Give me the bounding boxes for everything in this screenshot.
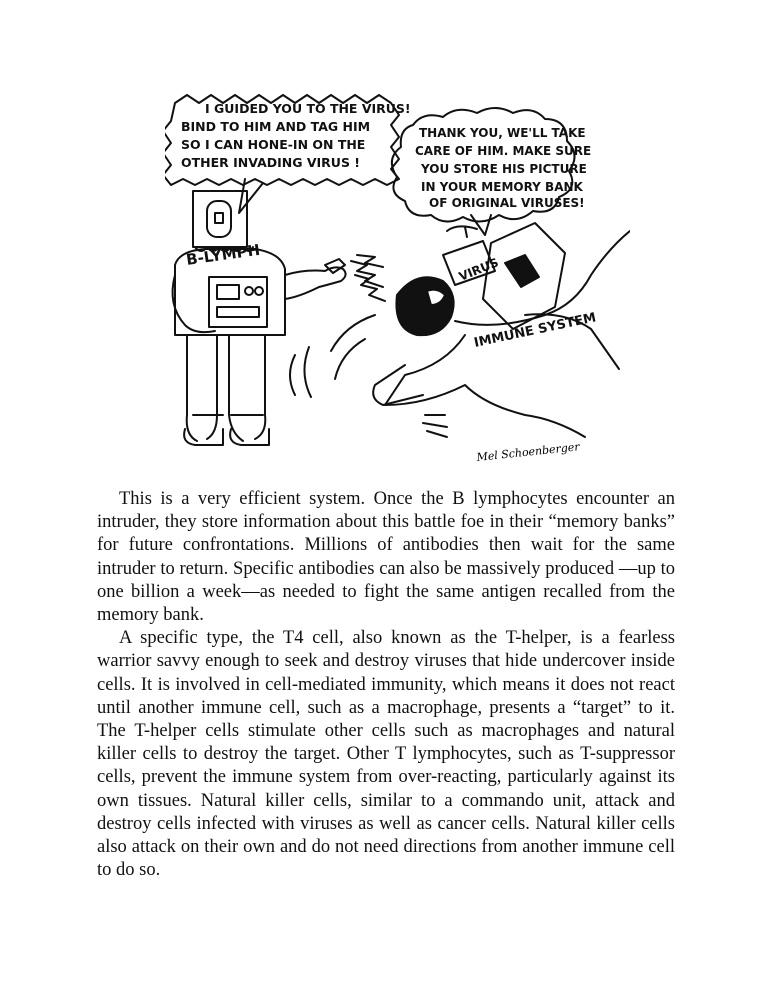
artist-signature: Mel Schoenberger xyxy=(475,440,581,464)
immune-speech-line: CARE OF HIM. MAKE SURE xyxy=(415,144,592,158)
cartoon-illustration xyxy=(165,85,630,480)
immune-speech-line: OF ORIGINAL VIRUSES! xyxy=(429,196,585,210)
immune-speech-line: IN YOUR MEMORY BANK xyxy=(421,180,583,194)
robot-speech-line: BIND TO HIM AND TAG HIM xyxy=(181,119,371,134)
paragraph-t-helper: A specific type, the T4 cell, also known as the T-helper, is a fearless warrior savvy enough to seek and destroy viruses that hide undercover inside cells. It is involved in cell-mediated immunity, which means it does not react until another immune cell, such as a macrophage, presents a “target” to it. The T-helper cells stimulate other cells such as macrophages and natural killer cells to destroy the target. Other T lymphocytes, such as T-suppressor cells, prevent the immune system from over-reacting, particularly against its own tissues. Natural killer cells, similar to a commando unit, attack and destroy cells infected with viruses as well as cancer cells. Natural killer cells also attack on their own and do not need directions from another immune cell to do so. xyxy=(97,628,675,881)
robot-speech-line: OTHER INVADING VIRUS ! xyxy=(181,155,360,170)
immune-speech-line: THANK YOU, WE'LL TAKE xyxy=(419,126,586,140)
robot-speech-line: I GUIDED YOU TO THE VIRUS! xyxy=(205,101,411,116)
virus-tag-label: VIRUS xyxy=(456,255,501,284)
robot-speech-line: SO I CAN HONE-IN ON THE xyxy=(181,137,366,152)
b-lymph-label: B-LYMPH xyxy=(185,240,262,269)
paragraph-memory-banks: This is a very efficient system. Once the B lymphocytes encounter an intruder, they store information about this battle foe in their “memory banks” for future confrontations. Millions of antibodies then wait for the same intruder to return. Specific antibodies can also be massively produced —up to one billion a week—as needed to fight the same antigen recalled from the memory bank. xyxy=(97,489,675,626)
body-text xyxy=(97,488,675,882)
immune-speech-line: YOU STORE HIS PICTURE xyxy=(421,162,587,176)
immune-system-label: IMMUNE SYSTEM xyxy=(472,310,598,351)
